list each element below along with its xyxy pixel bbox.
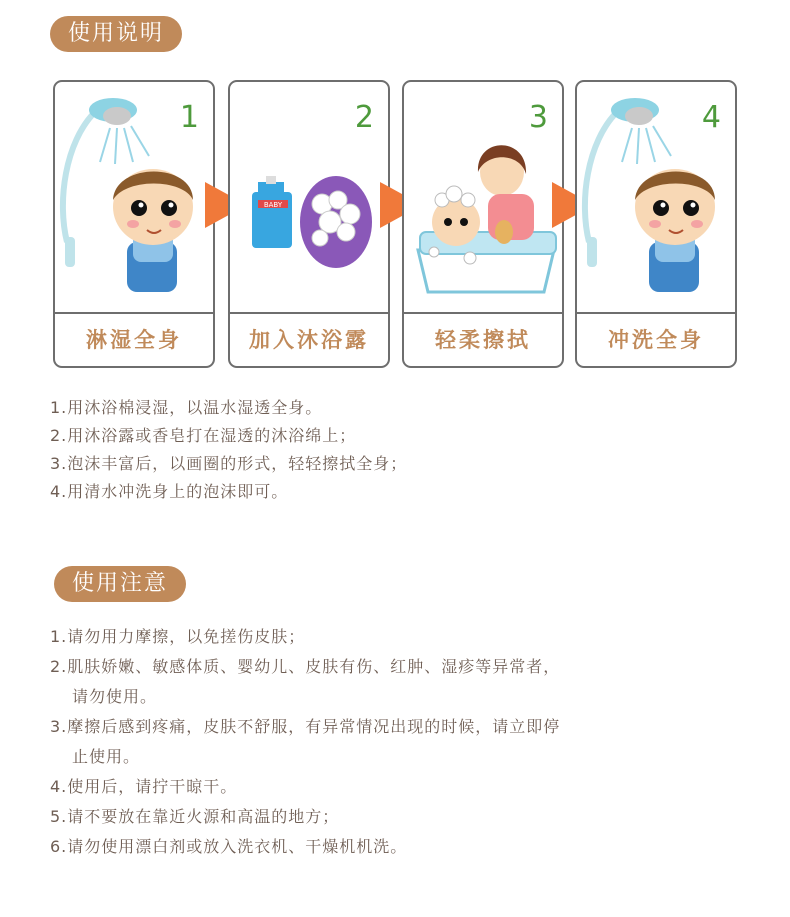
step-caption: 轻柔擦拭 xyxy=(404,312,562,366)
list-item: 3.摩擦后感到疼痛，皮肤不舒服，有异常情况出现的时候，请立即停 xyxy=(50,717,561,736)
section-title-notes: 使用注意 xyxy=(54,566,186,602)
list-item: 4.使用后，请拧干晾干。 xyxy=(50,777,238,796)
usage-notes-list xyxy=(50,622,560,862)
step-number: 4 xyxy=(701,100,721,135)
list-item: 3.泡沫丰富后，以画圈的形式，轻轻擦拭全身； xyxy=(50,454,408,473)
step-number: 1 xyxy=(179,100,199,135)
step-card-3 xyxy=(402,80,564,368)
step-card-2 xyxy=(228,80,390,368)
bottle-label: BABY xyxy=(263,201,283,209)
usage-instructions-list xyxy=(50,394,407,506)
step-number: 2 xyxy=(354,100,374,135)
step-caption: 冲洗全身 xyxy=(577,312,735,366)
step-number: 3 xyxy=(528,100,548,135)
list-item: 4.用清水冲洗身上的泡沫即可。 xyxy=(50,482,289,501)
step-card-4 xyxy=(575,80,737,368)
list-item: 2.肌肤娇嫩、敏感体质、婴幼儿、皮肤有伤、红肿、湿疹等异常者， xyxy=(50,657,561,676)
section-title-usage: 使用说明 xyxy=(50,16,182,52)
list-item: 6.请勿使用漂白剂或放入洗衣机、干燥机机洗。 xyxy=(50,837,408,856)
list-item: 1.请勿用力摩擦，以免搓伤皮肤； xyxy=(50,627,306,646)
list-item: 请勿使用。 xyxy=(72,687,158,706)
list-item: 2.用沐浴露或香皂打在湿透的沐浴绵上； xyxy=(50,426,357,445)
list-item: 5.请不要放在靠近火源和高温的地方； xyxy=(50,807,340,826)
step-caption: 加入沐浴露 xyxy=(230,312,388,366)
step-caption: 淋湿全身 xyxy=(55,312,213,366)
list-item: 止使用。 xyxy=(72,747,141,766)
step-card-1 xyxy=(53,80,215,368)
list-item: 1.用沐浴棉浸湿，以温水湿透全身。 xyxy=(50,398,323,417)
